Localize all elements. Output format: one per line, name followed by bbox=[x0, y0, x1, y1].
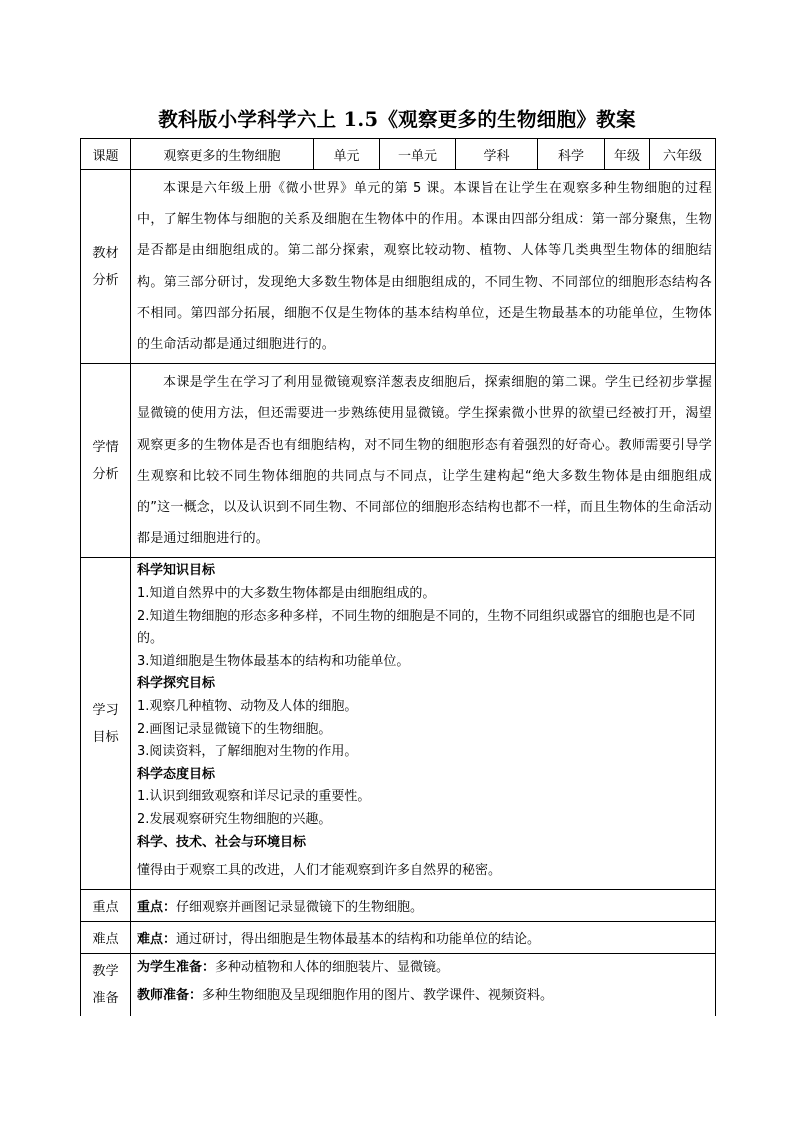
topic-value: 观察更多的生物细胞 bbox=[131, 139, 314, 170]
key-point-prefix: 重点： bbox=[137, 899, 177, 915]
topic-label: 课题 bbox=[81, 139, 131, 170]
student-analysis-cell bbox=[131, 364, 716, 558]
student-preparation bbox=[137, 954, 709, 982]
teacher-preparation-text: 多种生物细胞及呈现细胞作用的图片、教学课件、视频资料。 bbox=[202, 987, 554, 1003]
subject-value: 科学 bbox=[538, 139, 605, 170]
student-preparation-prefix: 为学生准备： bbox=[137, 959, 216, 975]
document-title: 教科版小学科学六上 1.5《观察更多的生物细胞》教案 bbox=[158, 108, 636, 131]
difficulty-text: 通过研讨，得出细胞是生物体最基本的结构和功能单位的结论。 bbox=[176, 931, 541, 947]
attitude-goals-heading: 科学态度目标 bbox=[137, 766, 216, 782]
teacher-preparation-prefix: 教师准备： bbox=[137, 987, 203, 1003]
learning-goals-list bbox=[131, 558, 715, 888]
attitude-goal-item: 2.发展观察研究生物细胞的兴趣。 bbox=[137, 811, 332, 827]
preparation-cell bbox=[131, 953, 716, 1016]
learning-goals-row bbox=[81, 558, 716, 889]
learning-goals-label bbox=[81, 558, 131, 889]
key-point-text: 仔细观察并画图记录显微镜下的生物细胞。 bbox=[176, 899, 424, 915]
material-label-line-2: 分析 bbox=[92, 272, 119, 288]
material-analysis-cell bbox=[131, 170, 716, 364]
knowledge-goal-item: 1.知道自然界中的大多数生物体都是由细胞组成的。 bbox=[137, 586, 436, 602]
preparation-row bbox=[81, 953, 716, 1016]
student-analysis-label bbox=[81, 364, 131, 558]
goals-label-line-2: 目标 bbox=[92, 729, 119, 745]
stse-goal-item: 懂得由于观察工具的改进，人们才能观察到许多自然界的秘密。 bbox=[137, 863, 502, 879]
lesson-plan-table bbox=[80, 138, 716, 1016]
difficulty-label: 难点 bbox=[81, 921, 131, 953]
knowledge-goal-item: 3.知道细胞是生物体最基本的结构和功能单位。 bbox=[137, 653, 410, 669]
key-point-cell bbox=[131, 889, 716, 921]
knowledge-goal-item: 2.知道生物细胞的形态多种多样，不同生物的细胞是不同的，生物不同组织或器官的细胞也是不同的。 bbox=[137, 608, 696, 647]
inquiry-goal-item: 2.画图记录显微镜下的生物细胞。 bbox=[137, 721, 332, 737]
difficulty-cell bbox=[131, 921, 716, 953]
stse-goals-heading: 科学、技术、社会与环境目标 bbox=[137, 834, 307, 850]
unit-label: 单元 bbox=[314, 139, 380, 170]
material-analysis-text: 本课是六年级上册《微小世界》单元的第 5 课。本课旨在让学生在观察多种生物细胞的过程中，了解生物体与细胞的关系及细胞在生物体中的作用。本课由四部分组成：第一部分聚焦，生物是否都是由细胞组成的。第二部分探索，观察比较动物、植物、人体等几类典型生物体的细胞结构。第三部分研讨，发现绝大多数生物体是由细胞组成的，不同生物、不同部位的细胞形态结构各不相同。第四部分拓展，细胞不仅是生物体的基本结构单位，还是生物最基本的功能单位，生物体的生命活动都是通过细胞进行的。 bbox=[137, 181, 712, 353]
attitude-goal-item: 1.认识到细致观察和详尽记录的重要性。 bbox=[137, 789, 371, 805]
preparation-label bbox=[81, 953, 131, 1016]
subject-label: 学科 bbox=[456, 139, 538, 170]
teacher-preparation bbox=[137, 982, 709, 1010]
preparation-content bbox=[131, 954, 715, 1010]
preparation-label-line-1: 教学 bbox=[92, 963, 119, 979]
grade-label: 年级 bbox=[605, 139, 650, 170]
student-analysis-text: 本课是学生在学习了利用显微镜观察洋葱表皮细胞后，探索细胞的第二课。学生已经初步掌握显微镜的使用方法，但还需要进一步熟练使用显微镜。学生探索微小世界的欲望已经被打开，渴望观察更多的生物体是否也有细胞结构，对不同生物的细胞形态有着强烈的好奇心。教师需要引导学生观察和比较不同生物体细胞的共同点与不同点，让学生建构起“绝大多数生物体是由细胞组成的”这一概念，以及认识到不同生物、不同部位的细胞形态结构也都不一样，而且生物体的生命活动都是通过细胞进行的。 bbox=[137, 375, 712, 547]
student-label-line-1: 学情 bbox=[92, 439, 119, 455]
knowledge-goals-heading: 科学知识目标 bbox=[137, 563, 216, 579]
key-point-label: 重点 bbox=[81, 889, 131, 921]
material-analysis-label bbox=[81, 170, 131, 364]
material-label-line-1: 教材 bbox=[92, 245, 119, 261]
learning-goals-cell bbox=[131, 558, 716, 889]
grade-value: 六年级 bbox=[650, 139, 716, 170]
difficulty-content bbox=[131, 928, 715, 947]
goals-label-line-1: 学习 bbox=[92, 702, 119, 718]
key-point-content bbox=[131, 896, 715, 915]
header-row bbox=[81, 139, 716, 170]
inquiry-goal-item: 1.观察几种植物、动物及人体的细胞。 bbox=[137, 699, 358, 714]
preparation-label-line-2: 准备 bbox=[92, 990, 119, 1006]
student-preparation-text: 多种动植物和人体的细胞装片、显微镜。 bbox=[215, 959, 450, 975]
inquiry-goals-heading: 科学探究目标 bbox=[137, 676, 216, 692]
difficulty-row bbox=[81, 921, 716, 953]
key-point-row bbox=[81, 889, 716, 921]
unit-value: 一单元 bbox=[380, 139, 456, 170]
student-analysis-row bbox=[81, 364, 716, 558]
material-analysis-row bbox=[81, 170, 716, 364]
inquiry-goal-item: 3.阅读资料，了解细胞对生物的作用。 bbox=[137, 744, 358, 760]
student-label-line-2: 分析 bbox=[92, 466, 119, 482]
difficulty-prefix: 难点： bbox=[137, 931, 177, 947]
